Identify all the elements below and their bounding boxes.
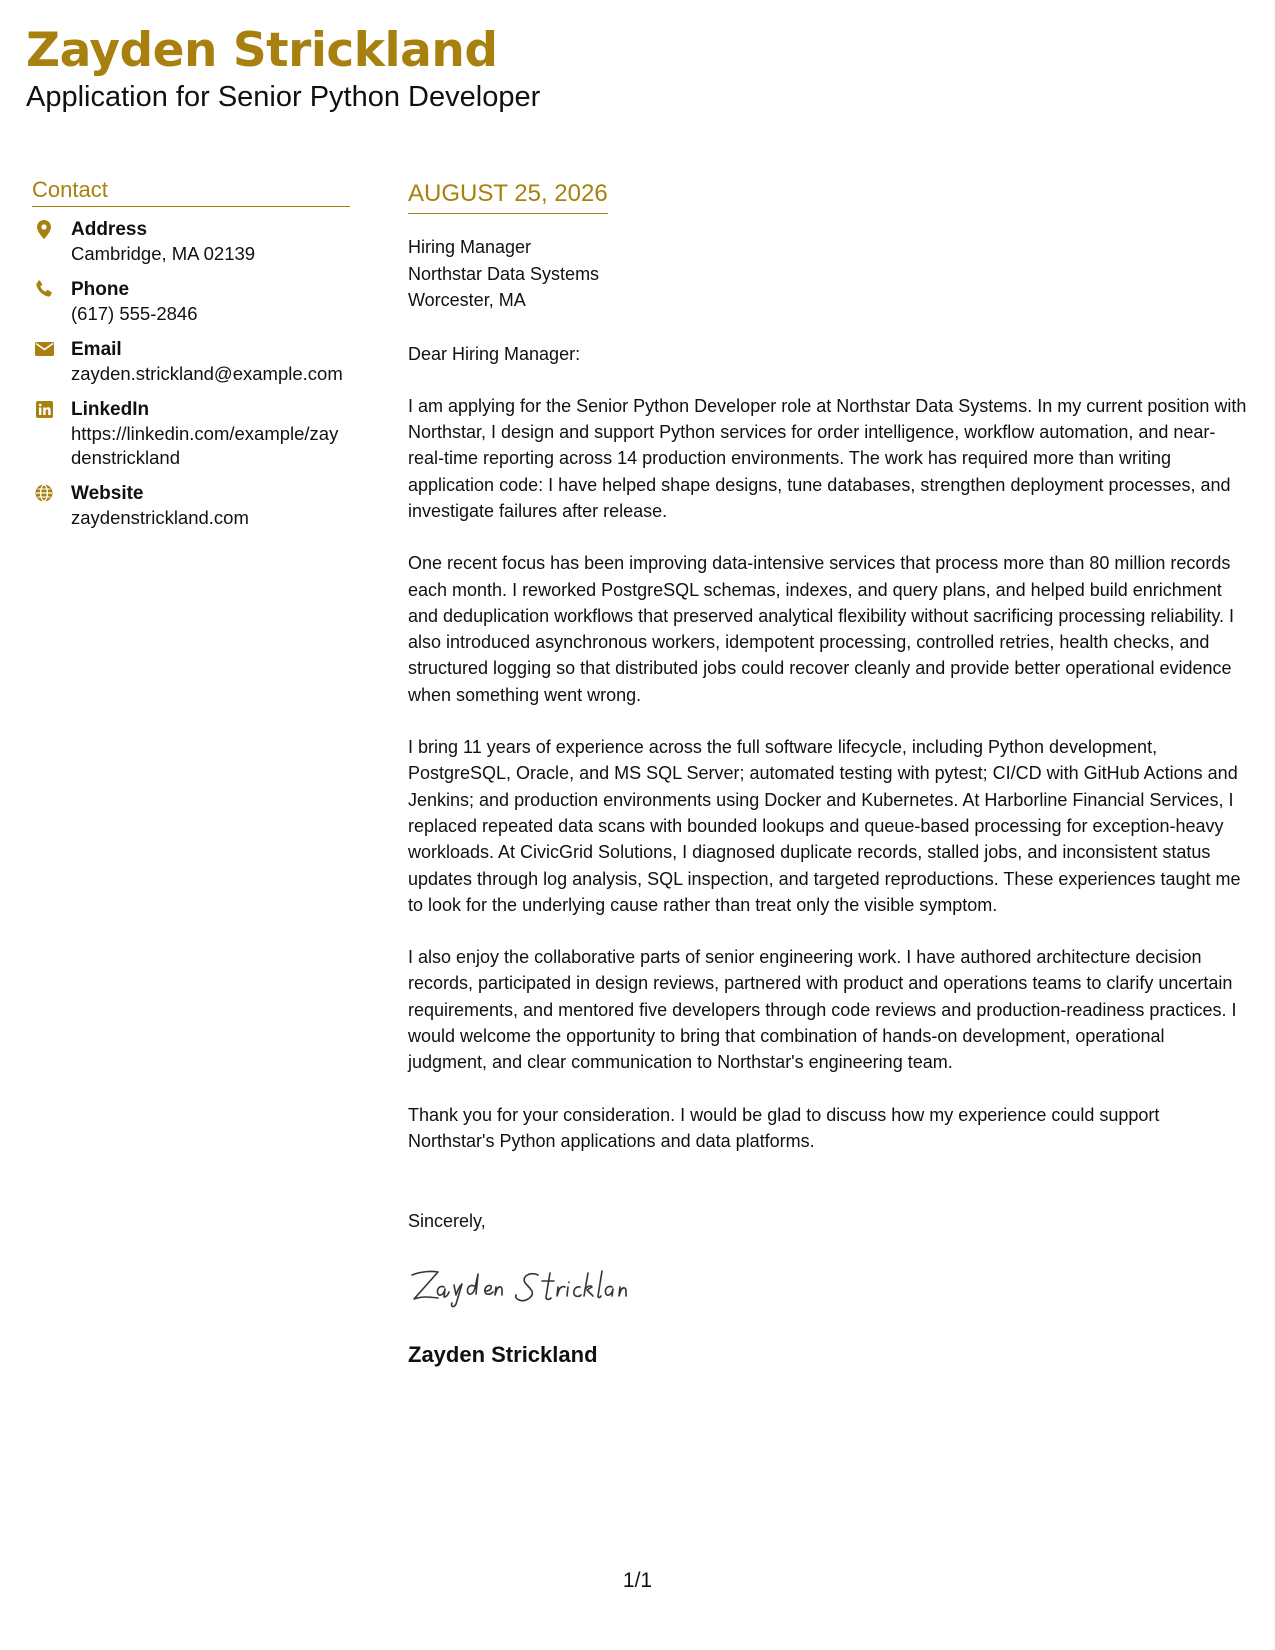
application-subtitle: Application for Senior Python Developer <box>26 81 541 113</box>
letter-paragraph: Thank you for your consideration. I would be glad to discuss how my experience could support Northstar's Python applications and data platforms. <box>408 1104 1160 1151</box>
recipient-line: Hiring Manager <box>408 237 532 257</box>
website-value[interactable]: zaydenstrickland.com <box>71 507 249 528</box>
letter-paragraph: One recent focus has been improving data-intensive services that process more than 80 million records each month. I reworked PostgreSQL schemas, indexes, and query plans, and helped build enrichment and deduplication workflows that preserved analytical flexibility without sacrificing processing reliability. I also introduced asynchronous workers, idempotent processing, controlled retries, health checks, and structured logging so that distributed jobs could recover cleanly and provide better operational evidence when something went wrong. <box>408 553 1235 705</box>
recipient-line: Worcester, MA <box>408 290 526 310</box>
contact-item-email <box>32 338 352 386</box>
address-value: Cambridge, MA 02139 <box>71 243 256 264</box>
signer-name: Zayden Strickland <box>408 1341 598 1367</box>
contact-item-linkedin <box>32 398 352 470</box>
recipient-line: Northstar Data Systems <box>408 263 600 284</box>
email-value[interactable]: zayden.strickland@example.com <box>71 363 343 384</box>
phone-icon <box>34 279 54 299</box>
letter-paragraph: I also enjoy the collaborative parts of senior engineering work. I have authored architecture decision records, participated in design reviews, partnered with product and operations teams to clarify uncertain requirements, and mentored five developers through code reviews and production-readiness practices. I would welcome the opportunity to bring that combination of hands-on development, operational judgment, and clear communication to Northstar's engineering team. <box>408 947 1237 1073</box>
contact-label: Address <box>71 219 148 240</box>
contact-item-website <box>32 482 352 530</box>
recipient-block <box>408 234 1248 314</box>
contact-label: Website <box>71 483 144 504</box>
letter-paragraph: I bring 11 years of experience across the full software lifecycle, including Python development, PostgreSQL, Oracle, and MS SQL Server; automated testing with pytest; CI/CD with GitHub Actions and Jenkins; and production environments using Docker and Kubernetes. At Harborline Financial Services, I replaced repeated data scans with bounded lookups and queue-based processing for exception-heavy workloads. At CivicGrid Solutions, I diagnosed duplicate records, stalled jobs, and inconsistent status updates through log analysis, SQL inspection, and targeted reproductions. These experiences taught me to look for the underlying cause rather than treat only the visible symptom. <box>408 737 1241 915</box>
header <box>26 22 540 114</box>
phone-value: (617) 555-2846 <box>71 303 198 324</box>
contact-heading: Contact <box>32 176 350 207</box>
linkedin-value[interactable]: https://linkedin.com/example/zaydenstrickland <box>71 423 339 468</box>
contact-label: Email <box>71 339 122 360</box>
applicant-name: Zayden Strickland <box>26 23 498 78</box>
letter-paragraph: I am applying for the Senior Python Developer role at Northstar Data Systems. In my current position with Northstar, I design and support Python services for order intelligence, workflow automation, and near-real-time reporting across 14 production environments. The work has required more than writing application code: I have helped shape designs, tune databases, strengthen deployment processes, and investigate failures after release. <box>408 395 1247 521</box>
closing: Sincerely, <box>408 1211 486 1232</box>
page-number: 1/1 <box>622 1569 653 1592</box>
contact-list <box>32 218 352 530</box>
contact-label: LinkedIn <box>71 399 150 420</box>
linkedin-icon <box>34 399 54 419</box>
handwritten-signature <box>408 1261 1248 1311</box>
salutation: Dear Hiring Manager: <box>408 343 581 364</box>
contact-sidebar <box>32 176 352 542</box>
location-pin-icon <box>34 219 54 239</box>
envelope-icon <box>34 339 54 359</box>
contact-item-phone <box>32 278 352 326</box>
contact-label: Phone <box>71 279 130 300</box>
contact-item-address <box>32 218 352 266</box>
letter-date: AUGUST 25, 2026 <box>408 179 608 214</box>
globe-icon <box>34 483 54 503</box>
letter-body <box>408 179 1248 1369</box>
